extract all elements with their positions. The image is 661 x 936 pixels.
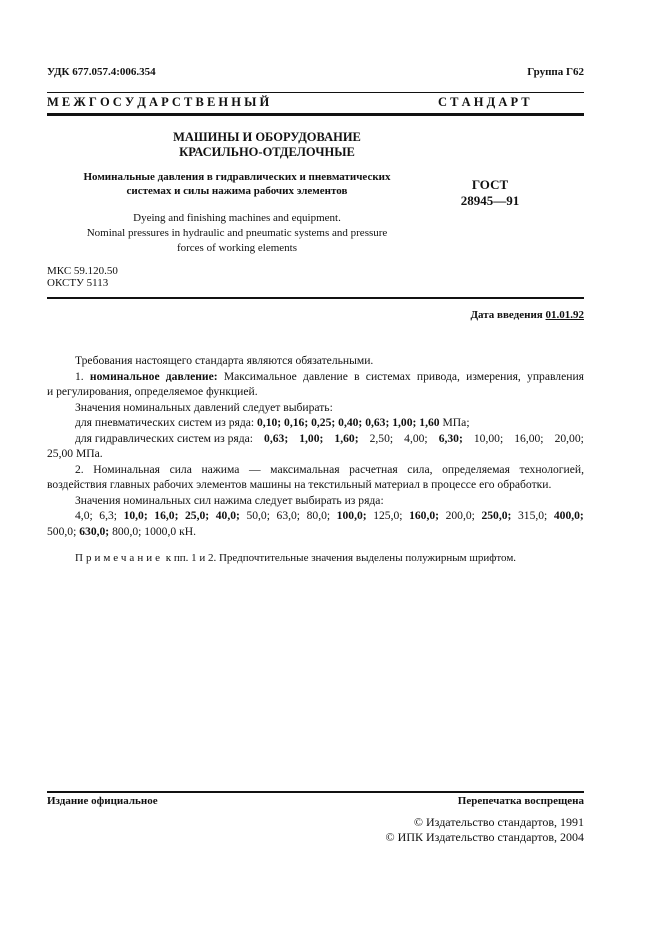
copyright-2004: © ИПК Издательство стандартов, 2004 xyxy=(385,830,584,844)
banner-mezhgosudarstvenny: М Е Ж Г О С У Д А Р С Т В Е Н Н Ы Й xyxy=(47,95,270,109)
gost-designation xyxy=(440,177,540,209)
paragraph-4: Значения номинальных сил нажима следует выбирать из ряда: xyxy=(75,493,384,507)
note-text: к пп. 1 и 2. Предпочтительные значения выделены полужирным шрифтом. xyxy=(165,552,517,564)
pneumatic-values: 0,10; 0,16; 0,25; 0,40; 0,63; 1,00; 1,60 xyxy=(257,416,440,429)
official-edition: Издание официальное xyxy=(47,795,158,807)
term-nominal-pressure: номинальное давление: xyxy=(89,369,218,383)
english-line-1: Dyeing and finishing machines and equipment. xyxy=(133,212,341,224)
title-line-1: МАШИНЫ И ОБОРУДОВАНИЕ xyxy=(173,130,361,144)
copyright-block xyxy=(386,815,584,845)
force-value: 80,0; xyxy=(306,509,331,522)
force-value: 200,0; xyxy=(445,509,475,522)
paragraph-2: Значения номинальных давлений следует выбирать: xyxy=(75,400,333,414)
title-line-2: КРАСИЛЬНО-ОТДЕЛОЧНЫЕ xyxy=(179,145,355,159)
force-value: 40,0; xyxy=(215,509,240,522)
udk-code: УДК 677.057.4:006.354 xyxy=(47,66,156,78)
pneumatic-series: для пневматических систем из ряда: 0,10; 0,16; 0,25; 0,40; 0,63; 1,00; 1,60 МПа; xyxy=(75,416,470,429)
english-line-2: Nominal pressures in hydraulic and pneumatic systems and pressure xyxy=(86,227,388,239)
banner-standart: С Т А Н Д А Р Т xyxy=(438,95,530,109)
forces-series-end: 500,0; 630,0; 800,0; 1000,0 кН. xyxy=(47,524,196,538)
paragraph-1-line-1: 1. номинальное давление: Максимальное давление в системах привода, измерения, управления xyxy=(75,369,584,383)
force-value: 315,0; xyxy=(517,509,548,522)
copyright-1991: © Издательство стандартов, 1991 xyxy=(413,815,584,829)
force-value: 160,0; xyxy=(409,509,440,522)
paragraph-mandatory: Требования настоящего стандарта являются обязательными. xyxy=(75,354,374,367)
force-value: 16,0; xyxy=(154,509,179,522)
intro-date xyxy=(470,309,584,321)
force-value: 6,3; xyxy=(99,509,117,522)
top-rule-thick xyxy=(47,113,584,116)
reprint-prohibited: Перепечатка воспрещена xyxy=(457,795,584,807)
force-value: 250,0; xyxy=(481,509,512,522)
force-value: 25,0; xyxy=(185,509,210,522)
hydraulic-series: для гидравлических систем из ряда: 0,63; 1,00; 1,60; 2,50; 4,00; 6,30; 10,00; 16,00; 20,00; xyxy=(75,431,584,445)
classification-codes xyxy=(47,265,118,289)
gost-number: 28945—91 xyxy=(460,193,520,208)
intro-date-value: 01.01.92 xyxy=(545,309,584,321)
top-rule-thin xyxy=(47,92,584,93)
title-block xyxy=(47,130,487,160)
paragraph-3-line-1: 2. Номинальная сила нажима — максимальная расчетная сила, определяемая технологией, xyxy=(75,462,584,476)
footer-rule xyxy=(47,791,584,793)
english-title xyxy=(47,211,427,256)
paragraph-3-line-2: воздействия главных рабочих элементов машины на текстильный материал в процессе его обработки. xyxy=(47,478,552,491)
note-label: Примечание xyxy=(75,552,163,564)
group-code: Группа Г62 xyxy=(527,66,584,78)
force-value: 100,0; xyxy=(336,509,367,522)
english-line-3: forces of working elements xyxy=(176,242,298,254)
force-value: 63,0; xyxy=(276,509,301,522)
subtitle-block xyxy=(47,170,427,198)
force-value: 400,0; xyxy=(553,509,584,522)
force-value: 4,0; xyxy=(75,509,93,522)
paragraph-1-line-2: и регулирования, определяемое функцией. xyxy=(47,385,258,398)
forces-series xyxy=(47,508,584,524)
force-value: 10,0; xyxy=(123,509,148,522)
subtitle-line-1: Номинальные давления в гидравлических и пневматических xyxy=(83,171,391,183)
codes-rule xyxy=(47,297,584,299)
body-text xyxy=(47,353,584,567)
gost-label: ГОСТ xyxy=(471,177,509,192)
note xyxy=(47,551,584,567)
force-value: 125,0; xyxy=(373,509,403,522)
okstu-code: ОКСТУ 5113 xyxy=(47,277,109,289)
hydraulic-series-end: 25,00 МПа. xyxy=(47,447,103,460)
mks-code: МКС 59.120.50 xyxy=(47,265,118,277)
intro-date-label: Дата введения xyxy=(470,309,543,321)
force-value: 50,0; xyxy=(246,509,270,522)
subtitle-line-2: системах и силы нажима рабочих элементов xyxy=(126,185,348,197)
